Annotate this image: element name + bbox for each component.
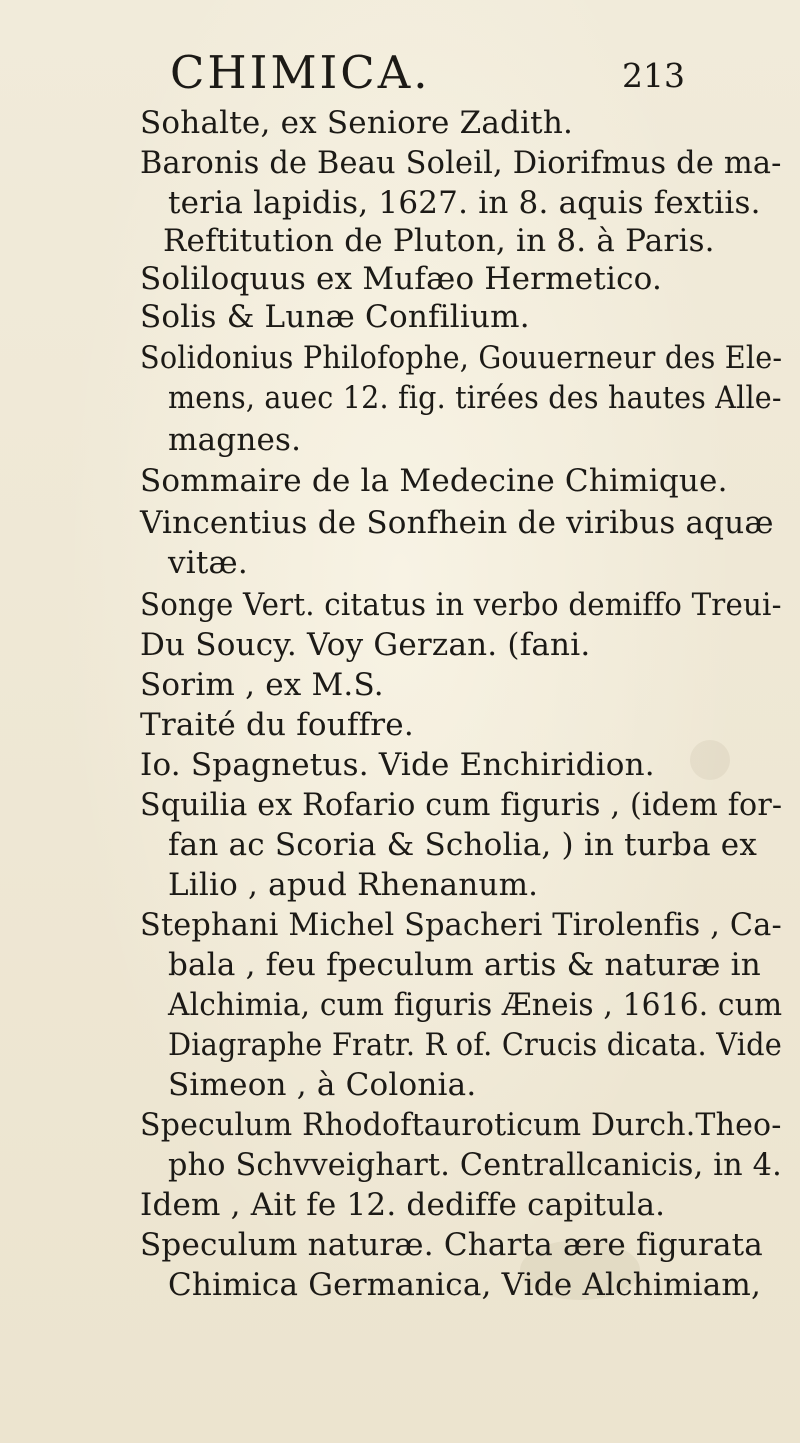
text-line: Idem , Ait fe 12. dediffe capitula. xyxy=(140,1187,666,1223)
text-line: Diagraphe Fratr. R of. Crucis dicata. Vide xyxy=(168,1027,782,1063)
text-line: Speculum Rhodoftauroticum Durch.Theo- xyxy=(140,1107,782,1143)
text-line: Soliloquus ex Mufæo Hermetico. xyxy=(140,261,663,297)
text-line: bala , feu fpeculum artis & naturæ in xyxy=(168,947,761,983)
text-line: Reftitution de Pluton, in 8. à Paris. xyxy=(163,223,715,259)
text-line: Simeon , à Colonia. xyxy=(168,1067,477,1103)
text-line: pho Schvveighart. Centrallcanicis, in 4. xyxy=(168,1147,782,1183)
text-line: Squilia ex Rofario cum figuris , (idem for- xyxy=(140,787,783,823)
text-line: magnes. xyxy=(168,422,302,458)
text-line: Solidonius Philofophe, Gouuerneur des Ele- xyxy=(140,340,783,376)
page-header xyxy=(0,48,800,98)
text-line: Solis & Lunæ Confilium. xyxy=(140,299,530,335)
text-line: Traité du fouffre. xyxy=(140,707,414,743)
text-line: Lilio , apud Rhenanum. xyxy=(168,867,539,903)
text-line: Io. Spagnetus. Vide Enchiridion. xyxy=(140,747,655,783)
text-line: vitæ. xyxy=(168,545,248,581)
text-line: Alchimia, cum figuris Æneis , 1616. cum xyxy=(168,987,783,1023)
running-head: CHIMICA. xyxy=(170,46,431,99)
text-line: mens, auec 12. fig. tirées des hautes Alle- xyxy=(168,380,782,416)
text-line: Sommaire de la Medecine Chimique. xyxy=(140,463,728,499)
text-line: Du Soucy. Voy Gerzan. (fani. xyxy=(140,627,591,663)
text-line: fan ac Scoria & Scholia, ) in turba ex xyxy=(168,827,758,863)
page-number: 213 xyxy=(622,56,685,95)
text-line: teria lapidis, 1627. in 8. aquis fextiis. xyxy=(168,185,761,221)
text-line: Songe Vert. citatus in verbo demiffo Treui- xyxy=(140,587,782,623)
text-line: Stephani Michel Spacheri Tirolenfis , Ca- xyxy=(140,907,782,943)
text-line: Sohalte, ex Seniore Zadith. xyxy=(140,105,574,141)
text-line: Chimica Germanica, Vide Alchimiam, xyxy=(168,1267,762,1303)
paper-stain xyxy=(690,740,730,780)
text-line: Baronis de Beau Soleil, Diorifmus de ma- xyxy=(140,145,782,181)
text-line: Sorim , ex M.S. xyxy=(140,667,384,703)
text-line: Vincentius de Sonfhein de viribus aquæ xyxy=(140,505,774,541)
text-line: Speculum naturæ. Charta ære figurata xyxy=(140,1227,763,1263)
